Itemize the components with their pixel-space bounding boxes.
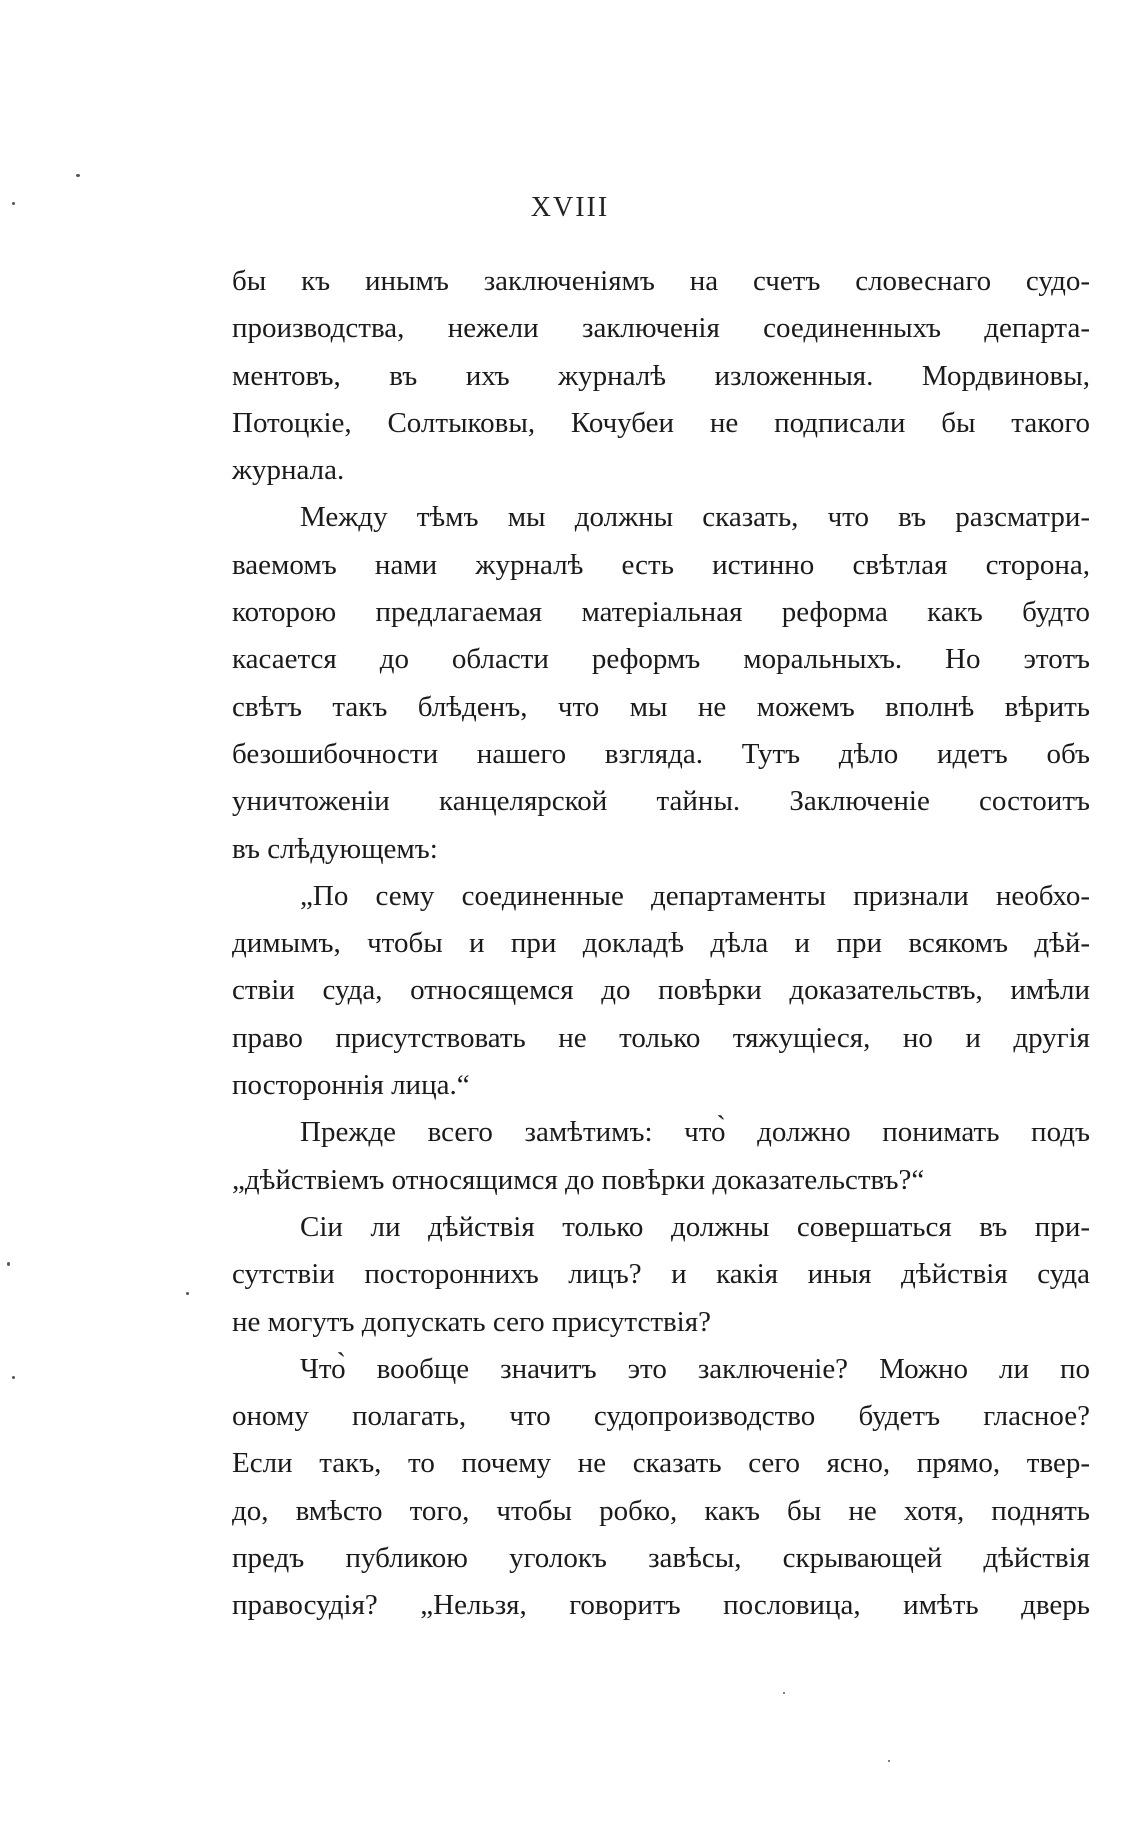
text-line: Сіи ли дѣйствія только должны совершаться въ при-	[300, 1210, 1090, 1243]
text-line: Если такъ, то почему не сказать сего ясно, прямо, твер-	[232, 1447, 1090, 1480]
text-line: ментовъ, въ ихъ журналѣ изложенныя. Мордвиновы,	[232, 359, 1090, 392]
text-line: предъ публикою уголокъ завѣсы, скрывающей дѣйствія	[232, 1542, 1090, 1575]
scan-speck	[12, 1376, 15, 1379]
text-line: ствіи суда, относящемся до повѣрки доказательствъ, имѣли	[232, 974, 1090, 1007]
text-line: ваемомъ нами журналѣ есть истинно свѣтлая сторона,	[232, 548, 1090, 581]
text-line: сутствіи постороннихъ лицъ? и какія иныя дѣйствія суда	[232, 1258, 1090, 1291]
text-line: свѣтъ такъ блѣденъ, что мы не можемъ вполнѣ вѣрить	[232, 690, 1090, 723]
text-line: касается до области реформъ моральныхъ. Но этотъ	[232, 643, 1090, 676]
scan-speck	[12, 202, 15, 205]
scan-speck	[783, 1692, 785, 1694]
text-line: Что̀ вообще значитъ это заключеніе? Можно ли по	[300, 1352, 1090, 1385]
text-line: не могутъ допускать сего присутствія?	[232, 1305, 711, 1338]
text-line: которою предлагаемая матеріальная реформа какъ будто	[232, 596, 1090, 629]
text-line: въ слѣдующемъ:	[232, 832, 438, 865]
scan-speck	[186, 1292, 189, 1295]
text-line: безошибочности нашего взгляда. Тутъ дѣло идетъ объ	[232, 737, 1090, 770]
text-line: уничтоженіи канцелярской тайны. Заключеніе состоитъ	[232, 785, 1090, 818]
text-line: до, вмѣсто того, чтобы робко, какъ бы не хотя, поднять	[232, 1494, 1090, 1527]
body-text	[232, 258, 1090, 1630]
text-line: Потоцкіе, Солтыковы, Кочубеи не подписали бы такого	[232, 406, 1090, 439]
text-line: Между тѣмъ мы должны сказать, что въ разсматри-	[300, 501, 1090, 534]
scan-speck	[888, 1760, 890, 1762]
text-line: димымъ, чтобы и при докладѣ дѣла и при всякомъ дѣй-	[232, 927, 1090, 960]
text-line: оному полагать, что судопроизводство будетъ гласное?	[232, 1400, 1090, 1433]
text-line: журнала.	[232, 454, 345, 487]
scan-speck	[7, 1262, 10, 1266]
text-line: постороннія лица.“	[232, 1069, 470, 1102]
text-line: право присутствовать не только тяжущіеся, но и другія	[232, 1021, 1090, 1054]
text-line: бы къ инымъ заключеніямъ на счетъ словеснаго судо-	[232, 265, 1090, 297]
text-line: Прежде всего замѣтимъ: что̀ должно понимать подъ	[300, 1116, 1090, 1149]
text-line: „По сему соединенные департаменты признали необхо-	[300, 879, 1090, 912]
text-line: производства, нежели заключенія соединенныхъ департа-	[232, 312, 1090, 345]
text-line: „дѣйствіемъ относящимся до повѣрки доказательствъ?“	[232, 1163, 925, 1196]
text-line: правосудія? „Нельзя, говоритъ пословица, имѣть дверь	[232, 1589, 1090, 1622]
page-number: XVIII	[530, 192, 610, 223]
scan-speck	[76, 174, 80, 177]
